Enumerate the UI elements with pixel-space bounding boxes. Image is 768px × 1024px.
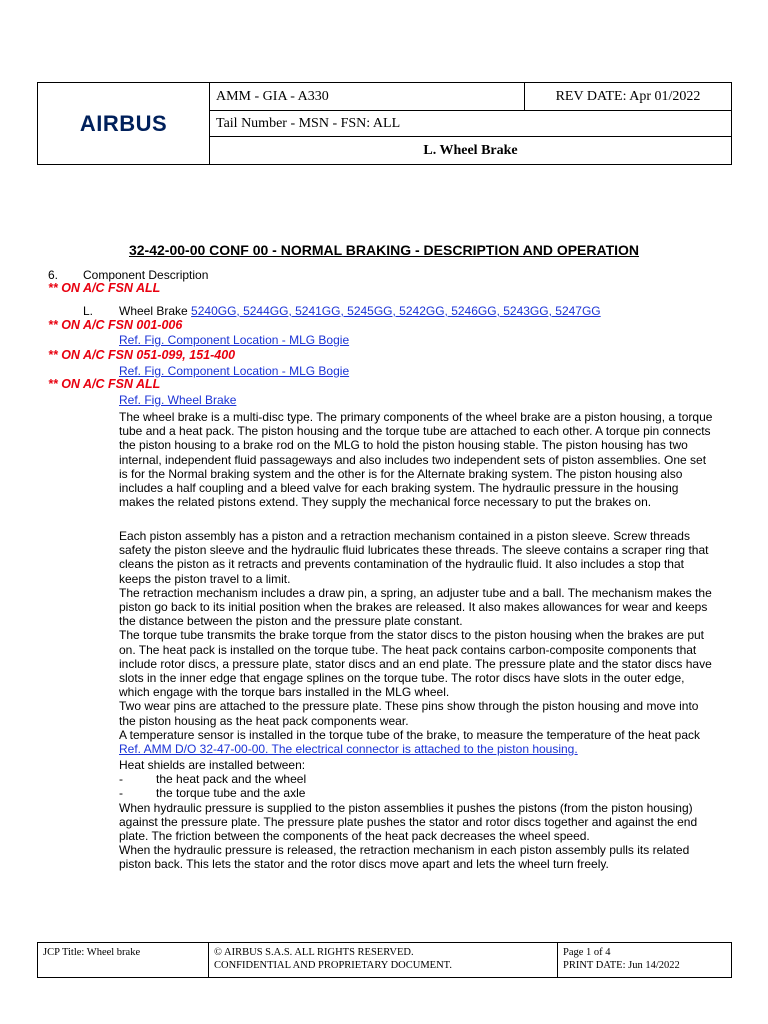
item-letter: L.: [83, 304, 94, 318]
footer-jcp-title: JCP Title: Wheel brake: [38, 943, 209, 977]
paragraph-torque-tube: The torque tube transmits the brake torque from the stator discs to the piston housing when the brakes are put on. The heat pack is installed on the torque tube. The heat pack contains carbon-composite components that include rotor discs, a pressure plate, stator discs and an end plate. The pressure plate and the stator discs have slots in the inner edge that engage splines on the torque tube. The rotor discs have slots in the outer edge, which engage with the torque bars installed in the MLG wheel.: [119, 628, 712, 700]
effectivity-fsn-051-099: ** ON A/C FSN 051-099, 151-400: [48, 348, 236, 362]
paragraph-heat-shields: Heat shields are installed between:: [119, 758, 306, 772]
list-item-text: the heat pack and the wheel: [156, 772, 307, 787]
bullet-dash: -: [119, 786, 123, 801]
body-text-block-2: [119, 529, 717, 756]
section-number: 6.: [48, 268, 59, 282]
manual-id: AMM - GIA - A330: [210, 83, 525, 111]
airbus-logo: AIRBUS: [79, 110, 168, 136]
paragraph-temp-sensor: [119, 728, 717, 756]
logo-cell: [38, 83, 210, 164]
document-footer: [37, 942, 732, 978]
paragraph-hydraulic-released: When the hydraulic pressure is released, the retraction mechanism in each piston assembly pulls its related piston back. This lets the stator and the rotor discs move apart and lets the wheel turn freely.: [119, 843, 690, 872]
list-item: [119, 772, 717, 786]
revision-date: REV DATE: Apr 01/2022: [525, 83, 731, 111]
fin-links[interactable]: 5240GG, 5244GG, 5241GG, 5245GG, 5242GG, 5246GG, 5243GG, 5247GG: [191, 304, 601, 318]
bullet-dash: -: [119, 772, 123, 787]
item-heading: [119, 304, 601, 318]
paragraph-retraction: The retraction mechanism includes a draw pin, a spring, an adjuster tube and a ball. The mechanism makes the piston go back to its initial position when the brakes are released. It also makes allowances for wear and keeps the distance between the piston and the pressure plate constant.: [119, 585, 712, 629]
ref-amm-do-link[interactable]: Ref. AMM D/O 32-47-00-00. The electrical connector is attached to the piston housing.: [119, 742, 578, 757]
paragraph-wear-pins: Two wear pins are attached to the pressure plate. These pins show through the piston housing and move into the piston housing as the heat pack components wear.: [119, 699, 699, 728]
paragraph-hydraulic-applied: When hydraulic pressure is supplied to the piston assemblies it pushes the pistons (from the piston housing) against the pressure plate. The pressure plate pushes the stator and rotor discs together and against the end plate. The friction between the components of the heat pack decreases the wheel speed.: [119, 800, 698, 844]
document-header: [37, 82, 732, 165]
effectivity-all-2: ** ON A/C FSN ALL: [48, 377, 161, 391]
body-text-block-3: [119, 758, 717, 872]
section-label: Component Description: [83, 268, 209, 282]
paragraph-piston-assembly: Each piston assembly has a piston and a retraction mechanism contained in a piston sleeve. Screw threads safety the piston sleeve and the hydraulic fluid lubricates these threads. The sleeve contains a scraper ring that cleans the piston as it retracts and prevents contamination of the hydraulic fluid. It also includes a stop that keeps the piston travel to a limit.: [119, 529, 709, 586]
footer-page-number: Page 1 of 4: [563, 947, 611, 958]
tail-number: Tail Number - MSN - FSN: ALL: [210, 111, 731, 137]
ref-mlg-bogie-link-1[interactable]: Ref. Fig. Component Location - MLG Bogie: [119, 333, 350, 347]
item-label: Wheel Brake: [119, 304, 188, 318]
page-title: 32-42-00-00 CONF 00 - NORMAL BRAKING - DESCRIPTION AND OPERATION: [128, 242, 640, 258]
footer-rights-line-1: © AIRBUS S.A.S. ALL RIGHTS RESERVED.: [214, 947, 414, 958]
ref-wheel-brake-link[interactable]: Ref. Fig. Wheel Brake: [119, 393, 237, 407]
paragraph-description: The wheel brake is a multi-disc type. The primary components of the wheel brake are a piston housing, a torque tube and a heat pack. The piston housing and the torque tube are attached to each other. A torque pin connects the piston housing to a brake rod on the MLG to hold the piston housing stable. The piston housing has two internal, independent fluid passageways and also includes two independent sets of piston assemblies. One set is for the Normal braking system and the other is for the Alternate braking system. The piston housing also includes a half coupling and a bleed valve for each braking system. The hydraulic pressure in the housing makes the related pistons extend. They supply the mechanical force necessary to put the brakes on.: [119, 410, 713, 510]
effectivity-all: ** ON A/C FSN ALL: [48, 281, 161, 295]
body-text-block-1: [119, 410, 717, 509]
temp-sensor-text: A temperature sensor is installed in the torque tube of the brake, to measure the temperature of the heat pack: [119, 727, 701, 742]
header-subject: L. Wheel Brake: [423, 142, 518, 158]
effectivity-fsn-001-006: ** ON A/C FSN 001-006: [48, 318, 183, 332]
footer-rights-line-2: CONFIDENTIAL AND PROPRIETARY DOCUMENT.: [214, 959, 452, 971]
list-item-text: the torque tube and the axle: [156, 786, 306, 801]
footer-rights: [209, 943, 558, 977]
footer-page-info: [558, 943, 731, 977]
footer-print-date: PRINT DATE: Jun 14/2022: [563, 959, 680, 971]
list-item: [119, 786, 717, 800]
ref-mlg-bogie-link-2[interactable]: Ref. Fig. Component Location - MLG Bogie: [119, 364, 350, 378]
